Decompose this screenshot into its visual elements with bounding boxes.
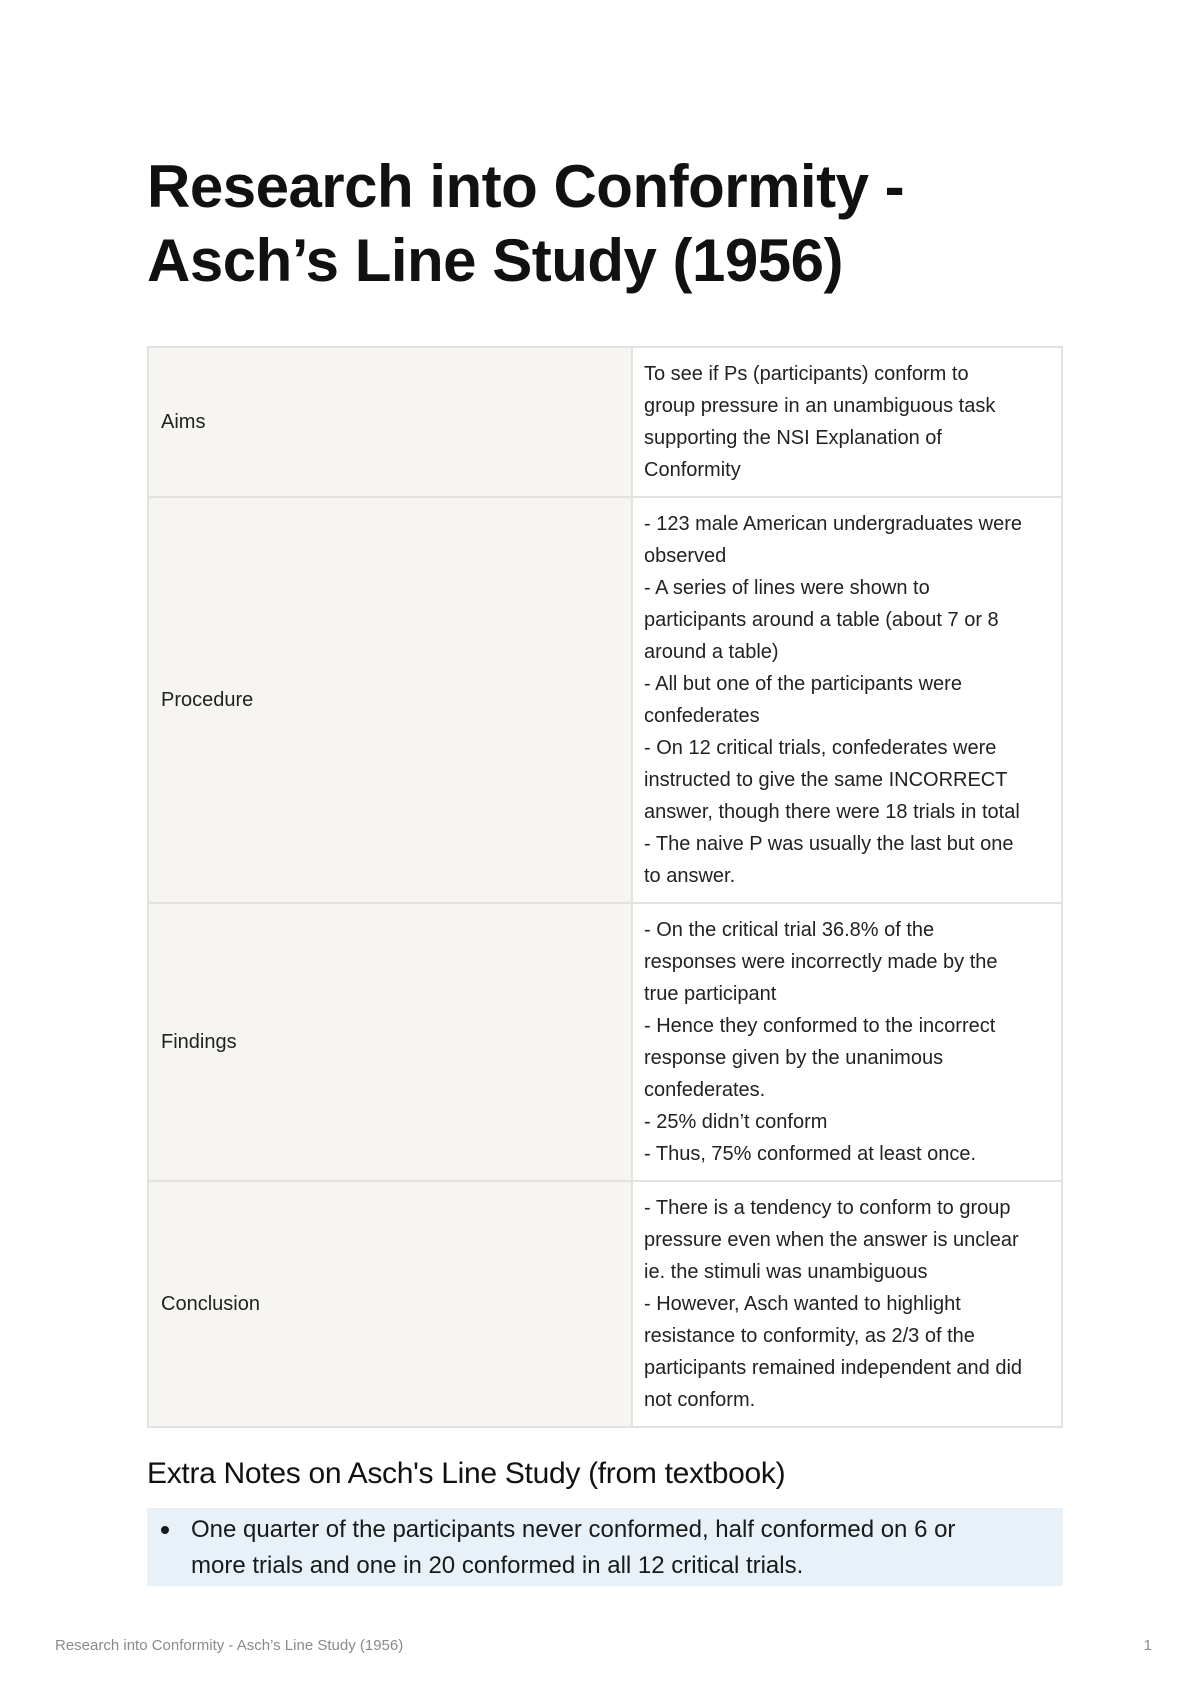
table-row-findings bbox=[148, 903, 1062, 1181]
cell-line: - The naive P was usually the last but one bbox=[644, 833, 1014, 855]
row-label-conclusion: Conclusion bbox=[148, 1181, 632, 1427]
list-item-line-2: more trials and one in 20 conformed in all 12 critical trials. bbox=[191, 1552, 804, 1579]
table-row-procedure bbox=[148, 497, 1062, 903]
page-title-line-1: Research into Conformity - bbox=[147, 153, 905, 220]
cell-line: to answer. bbox=[644, 865, 736, 887]
cell-line: response given by the unanimous bbox=[644, 1047, 944, 1069]
cell-line: observed bbox=[644, 545, 727, 567]
cell-line: answer, though there were 18 trials in total bbox=[644, 801, 1020, 823]
cell-line: - On 12 critical trials, confederates were bbox=[644, 737, 997, 759]
cell-line: - Hence they conformed to the incorrect bbox=[644, 1015, 996, 1037]
row-label-findings: Findings bbox=[148, 903, 632, 1181]
footer-document-title: Research into Conformity - Asch’s Line Study (1956) bbox=[55, 1637, 404, 1654]
row-content-procedure bbox=[632, 497, 1062, 903]
study-summary-table bbox=[147, 346, 1063, 1428]
cell-line: - However, Asch wanted to highlight bbox=[644, 1293, 961, 1315]
cell-line: ie. the stimuli was unambiguous bbox=[644, 1261, 928, 1283]
cell-line: - All but one of the participants were bbox=[644, 673, 962, 695]
cell-line: confederates bbox=[644, 705, 760, 727]
cell-line: - On the critical trial 36.8% of the bbox=[644, 919, 935, 941]
bullet-icon bbox=[161, 1526, 169, 1534]
cell-line: supporting the NSI Explanation of bbox=[644, 427, 942, 449]
cell-line: resistance to conformity, as 2/3 of the bbox=[644, 1325, 975, 1347]
cell-line: participants remained independent and did bbox=[644, 1357, 1023, 1379]
cell-line: around a table) bbox=[644, 641, 779, 663]
row-content-conclusion bbox=[632, 1181, 1062, 1427]
row-content-findings bbox=[632, 903, 1062, 1181]
cell-line: Conformity bbox=[644, 459, 741, 481]
cell-line: not conform. bbox=[644, 1389, 756, 1411]
list-item-line-1: One quarter of the participants never conformed, half conformed on 6 or bbox=[191, 1516, 956, 1543]
cell-line: - There is a tendency to conform to group bbox=[644, 1197, 1011, 1219]
cell-line: instructed to give the same INCORRECT bbox=[644, 769, 1008, 791]
page-title bbox=[147, 150, 1063, 298]
list-item bbox=[157, 1512, 1049, 1584]
cell-line: pressure even when the answer is unclear bbox=[644, 1229, 1019, 1251]
footer-page-number: 1 bbox=[1143, 1637, 1152, 1654]
table-row-aims bbox=[148, 347, 1062, 497]
extra-notes-heading: Extra Notes on Asch's Line Study (from textbook) bbox=[147, 1457, 786, 1490]
cell-line: - Thus, 75% conformed at least once. bbox=[644, 1143, 977, 1165]
cell-line: - 25% didn’t conform bbox=[644, 1111, 828, 1133]
cell-line: - A series of lines were shown to bbox=[644, 577, 930, 599]
cell-line: group pressure in an unambiguous task bbox=[644, 395, 996, 417]
document-page bbox=[147, 150, 1063, 1586]
page-title-line-2: Asch’s Line Study (1956) bbox=[147, 227, 843, 294]
extra-notes-callout bbox=[147, 1508, 1063, 1586]
table-row-conclusion bbox=[148, 1181, 1062, 1427]
cell-line: participants around a table (about 7 or 8 bbox=[644, 609, 999, 631]
extra-notes-list bbox=[157, 1512, 1049, 1584]
row-label-procedure: Procedure bbox=[148, 497, 632, 903]
cell-line: To see if Ps (participants) conform to bbox=[644, 363, 969, 385]
cell-line: confederates. bbox=[644, 1079, 766, 1101]
cell-line: responses were incorrectly made by the bbox=[644, 951, 998, 973]
cell-line: true participant bbox=[644, 983, 777, 1005]
row-label-aims: Aims bbox=[148, 347, 632, 497]
cell-line: - 123 male American undergraduates were bbox=[644, 513, 1022, 535]
row-content-aims bbox=[632, 347, 1062, 497]
